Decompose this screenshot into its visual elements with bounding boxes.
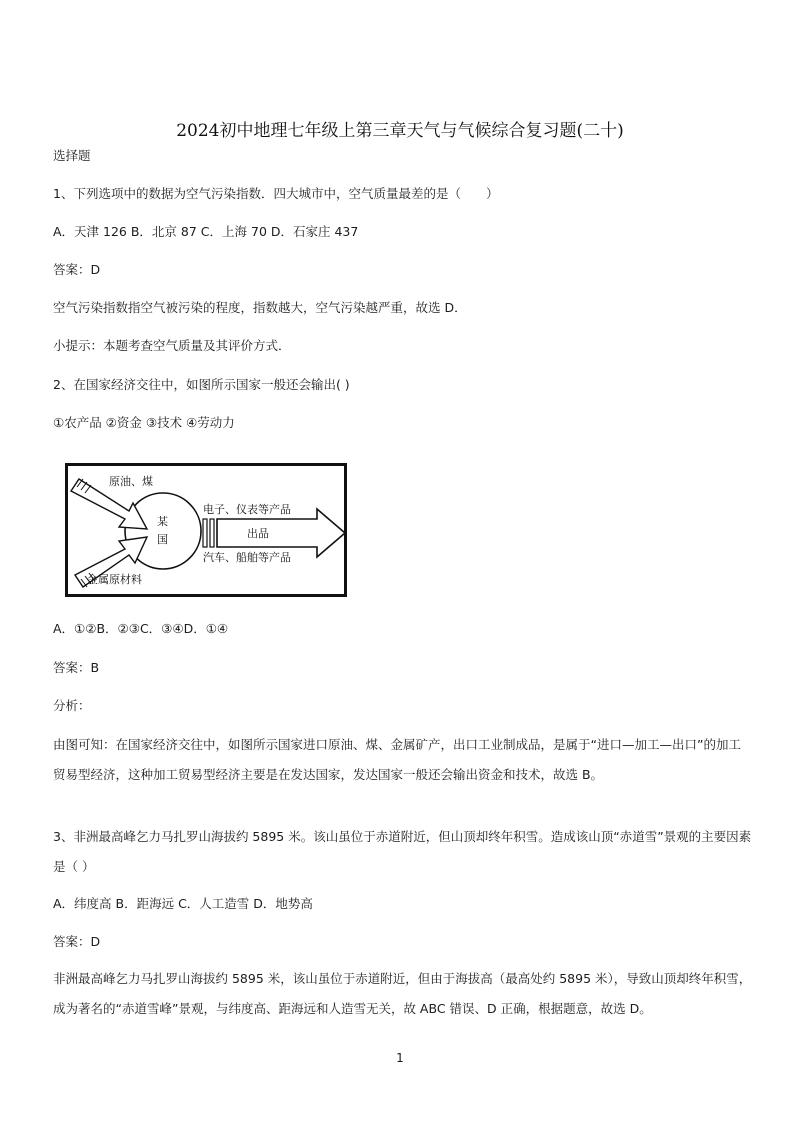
q1-hint: 小提示：本题考查空气质量及其评价方式．: [53, 338, 291, 353]
q2-choices: ①农产品 ②资金 ③技术 ④劳动力: [53, 415, 235, 430]
q1-stem: 1、下列选项中的数据为空气污染指数．四大城市中，空气质量最差的是（ ）: [53, 186, 499, 201]
label-export: 出品: [247, 527, 269, 540]
q1-options: A．天津 126 B．北京 87 C．上海 70 D．石家庄 437: [53, 224, 359, 239]
label-electronics: 电子、仪表等产品: [203, 503, 291, 516]
label-metal-materials: 金属原材料: [87, 573, 142, 586]
label-oil-coal: 原油、煤: [109, 475, 153, 488]
q1-answer: 答案：D: [53, 262, 101, 277]
q1-explanation: 空气污染指数指空气被污染的程度，指数越大，空气污染越严重，故选 D．: [53, 300, 467, 315]
q3-options: A．纬度高 B．距海远 C．人工造雪 D．地势高: [53, 896, 313, 911]
q3-explanation: 非洲最高峰乞力马扎罗山海拔约 5895 米，该山虽位于赤道附近，但由于海拔高（最高处约 5895 米），导致山顶却终年积雪，成为著名的“赤道雪峰”景观，与纬度高、距海远和人造雪无关，故 ABC 错误、D 正确，根据题意，故选 D。: [53, 971, 752, 1016]
document-title: 2024初中地理七年级上第三章天气与气候综合复习题(二十): [176, 121, 624, 141]
section-heading: 选择题: [53, 148, 91, 163]
page-number: 1: [396, 1051, 404, 1065]
q2-analysis-label: 分析：: [53, 698, 91, 713]
label-country-1: 某: [157, 515, 168, 528]
trade-flow-diagram: [65, 463, 347, 597]
label-country-2: 国: [157, 533, 168, 546]
q3-answer: 答案：D: [53, 934, 101, 949]
q2-options: A．①②B．②③C．③④D．①④: [53, 621, 229, 636]
q3-stem: 3、非洲最高峰乞力马扎罗山海拔约 5895 米。该山虽位于赤道附近，但山顶却终年积雪。造成该山顶“赤道雪”景观的主要因素是（ ）: [53, 829, 752, 874]
q2-analysis: 由图可知：在国家经济交往中，如图所示国家进口原油、煤、金属矿产，出口工业制成品，是属于“进口—加工—出口”的加工贸易型经济，这种加工贸易型经济主要是在发达国家，发达国家一般还会输出资金和技术，故选 B。: [53, 737, 741, 782]
q2-stem: 2、在国家经济交往中，如图所示国家一般还会输出( ): [53, 377, 350, 392]
label-vehicles-ships: 汽车、船舶等产品: [203, 551, 291, 564]
q2-answer: 答案：B: [53, 660, 100, 675]
